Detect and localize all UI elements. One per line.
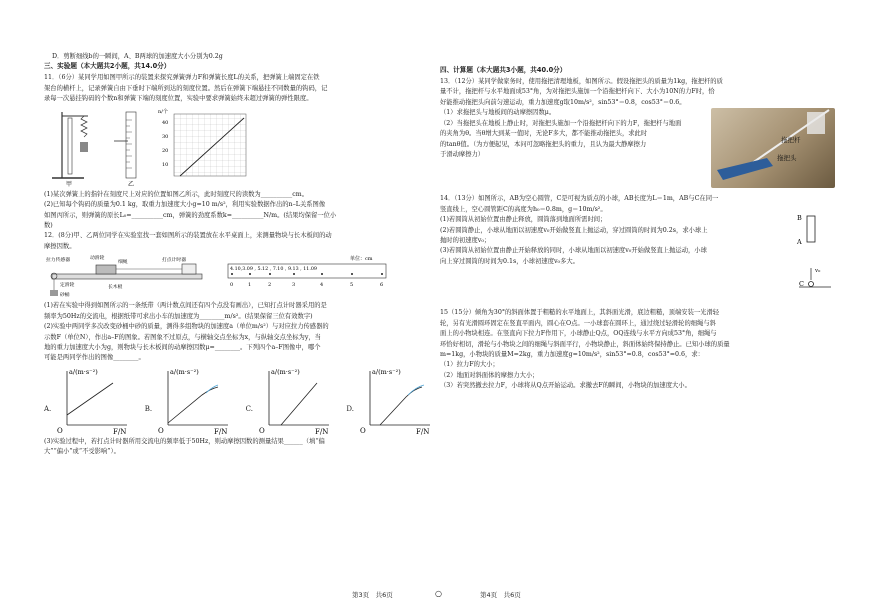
q14-part-2b: 抛时的初速度v₀； xyxy=(440,236,491,244)
section-4-title: 四、计算题（本大题共3小题，共40.0分） xyxy=(440,66,567,74)
q12-figures xyxy=(44,252,439,300)
paper-tape-figure xyxy=(222,252,392,300)
tape-pt-1: 1 xyxy=(248,282,252,289)
q14-part-1: (1)若圆筒从初始位置由静止释放，圆筒落到地面所需时间； xyxy=(440,216,607,224)
graph-axis-n: n/个 xyxy=(158,108,168,115)
spring-apparatus-figure xyxy=(44,106,104,188)
q13-part-2d: 于滑动摩擦力） xyxy=(440,150,485,158)
q11-part-2a: (2)已知每个钩码的质量为0.1 kg，取重力加速度大小g=10 m/s²，利用实验数据作出的n–L关系图像 xyxy=(44,201,326,209)
tick-20: 20 xyxy=(162,147,169,154)
q12-part-3b: 大”“偏小”或“不受影响”）。 xyxy=(44,448,120,456)
q14-line-1: 14．（13分）如图所示，AB为空心圆管，C是可视为质点的小球，AB长度为L＝1m，AB与C在同一 xyxy=(440,195,719,203)
svg-text:F/N: F/N xyxy=(214,427,228,435)
option-d-graph xyxy=(346,365,434,435)
label-C: C xyxy=(799,280,804,289)
mop-head-label: 拖把头 xyxy=(777,154,797,163)
tick-40: 40 xyxy=(162,119,169,126)
fig-jia-label: 甲 xyxy=(66,180,73,188)
svg-text:a/(m·s⁻²): a/(m·s⁻²) xyxy=(170,367,199,376)
q12-part-1b: 频率为50Hz的交流电，根据纸带可求出小车的加速度为________m/s²。(结果保留三位有效数字) xyxy=(44,312,313,320)
aF-option-graphs xyxy=(44,365,434,435)
svg-text:F/N: F/N xyxy=(314,427,329,435)
q14-part-2a: (2)若圆筒静止，小球从地面以初速度v₀开始做竖直上抛运动，穿过圆筒的时间为0.2s，求小球上 xyxy=(440,226,708,234)
q15-part-3: （3）若突然撤去拉力F，小球将从Q点开始运动。求撤去F的瞬间，小物块的加速度大小。 xyxy=(440,382,691,390)
footer-page-4: 第4页 共6页 xyxy=(480,591,521,599)
tube-ball-figure xyxy=(795,194,835,294)
svg-text:O: O xyxy=(57,426,64,435)
option-b-label: B. xyxy=(144,405,153,414)
q13-part-1: （1）求拖把头与地板间的动摩擦因数μ。 xyxy=(440,109,556,117)
q12-part-1a: (1)若在实验中得到如图所示的一条纸带（两计数点间还有四个点没有画出），已知打点计时器采用的是 xyxy=(44,302,327,310)
q13-part-2c: 的tanθ值。（为方便起见，本问可忽略拖把头的重力，且认为最大静摩擦力 xyxy=(440,140,647,148)
tape-pt-0: 0 xyxy=(230,282,234,289)
mop-photo xyxy=(711,108,835,188)
q12-line-1: 12．(8分)甲、乙两位同学在实验室找一套如图所示的装置放在水平桌面上，来测量物块与长木板间的动 xyxy=(44,232,332,240)
svg-text:F/N: F/N xyxy=(416,427,430,435)
label-board: 长木板 xyxy=(108,285,123,291)
q13-body xyxy=(440,108,835,188)
q11-part-2c: 数) xyxy=(44,221,53,229)
q11-part-1: (1)某次弹簧上的指针在刻度尺上对应的位置如图乙所示，此时刻度尺的读数为__________cm。 xyxy=(44,190,308,198)
q15-part-2: （2）地面对斜面体的摩擦力大小； xyxy=(440,371,539,379)
ruler-reading-figure xyxy=(110,106,150,188)
svg-text:a/(m·s⁻²): a/(m·s⁻²) xyxy=(270,367,300,376)
option-d-line: D．剪断细线b的一瞬间，A、B两球的加速度大小分别为0.2g xyxy=(52,53,223,60)
q14-body xyxy=(440,194,835,294)
q13-part-2a: （2）当拖把头在地板上静止时，对拖把头施加一个沿拖把杆向下的力F，拖把杆与地面 xyxy=(440,119,682,127)
mop-handle-label: 拖把杆 xyxy=(781,136,801,145)
footer-page-3: 第3页 共6页 xyxy=(352,591,393,599)
q12-part-2d: 可能是两同学作出的图像________。 xyxy=(44,354,145,362)
tape-unit: 单位：cm xyxy=(350,256,373,263)
svg-text:a/(m·s⁻²): a/(m·s⁻²) xyxy=(372,367,401,376)
label-A: A xyxy=(797,238,802,247)
svg-text:a/(m·s⁻²): a/(m·s⁻²) xyxy=(69,367,99,376)
label-rope: 细绳 xyxy=(118,260,128,266)
option-a-label: A. xyxy=(44,405,52,414)
q15-block xyxy=(440,308,835,391)
label-B: B xyxy=(797,214,802,223)
q14-part-3b: 向上穿过圆筒的时间为0.1s，小球初速度v₀多大。 xyxy=(440,257,579,265)
n-L-graph-figure xyxy=(156,106,252,188)
option-c-label: C. xyxy=(245,405,253,414)
q13-line-1: 13．（12分）某同学做家务时，使用拖把清理地板，如图所示。假设拖把头的质量为1kg，拖把杆的质 xyxy=(440,77,723,85)
label-bucket: 砂桶 xyxy=(60,293,70,299)
left-column xyxy=(44,52,439,458)
section-3-title: 三、实验题（本大题共2小题，共14.0分） xyxy=(44,62,171,71)
label-v0: v₀ xyxy=(815,268,821,275)
label-fixed-pulley: 定滑轮 xyxy=(60,283,75,289)
q11-line-3: 录每一次悬挂钩码的个数n和弹簧下端的刻度位置，实验中要求弹簧始终未超过弹簧的弹性限度。 xyxy=(44,95,313,103)
option-a-graph xyxy=(44,365,131,435)
binding-hole-icon: ○ xyxy=(435,589,442,598)
svg-text:O: O xyxy=(158,426,164,435)
q15-line-5: m=1kg，小物块的质量M=2kg，重力加速度g=10m/s²，sin53°=0.8，cos53°=0.6，求： xyxy=(440,350,704,358)
tape-pt-4: 4 xyxy=(320,282,324,289)
q11-line-1: 11．（6分）某同学用如图甲所示的装置来探究弹簧弹力F和弹簧长度L的关系，把弹簧上端固定在铁 xyxy=(44,74,320,82)
q12-part-3a: (3)实验过程中，若打点计时器所用交流电的频率低于50Hz，则动摩擦因数的测量结果______（填“偏 xyxy=(44,437,325,445)
tape-pt-6: 6 xyxy=(380,282,384,289)
label-timer: 打点计时器 xyxy=(162,258,186,264)
q14-line-2: 竖直线上，空心圆管距C的高度为h₀＝0.8m，g＝10m/s²。 xyxy=(440,205,607,213)
right-column xyxy=(440,52,835,392)
q11-figures xyxy=(44,106,439,188)
tick-30: 30 xyxy=(162,133,169,140)
q11-part-2b: 如图丙所示，则弹簧的原长L₀=__________cm，弹簧的劲度系数k=__________N/m。(结果均保留一位小 xyxy=(44,211,337,219)
q12-part-2c: 地的重力加速度大小为g，则物块与长木板间的动摩擦因数μ=________。下列四个a–F图像中，哪个 xyxy=(44,344,321,352)
tape-values: 4.10,3.09 , 5.12 , 7.10 , 9.13 , 11.09 xyxy=(230,267,317,273)
option-b-graph xyxy=(145,365,232,435)
svg-text:O: O xyxy=(360,426,366,435)
q15-part-1: （1）拉力F的大小； xyxy=(440,361,499,369)
svg-text:F/N: F/N xyxy=(113,427,127,435)
fig-yi-label: 乙 xyxy=(128,180,135,188)
q12-line-2: 摩擦因数。 xyxy=(44,242,76,250)
tape-pt-5: 5 xyxy=(350,282,354,289)
friction-apparatus-figure xyxy=(44,252,216,300)
q13-line-2: 量不计，拖把杆与水平地面成53°角，为对拖把头施加一个沿拖把杆向下、大小为10N的力F时，恰 xyxy=(440,88,715,96)
option-d-label: D. xyxy=(346,405,354,414)
tick-10: 10 xyxy=(162,161,169,168)
q13-line-3: 好能推动拖把头向前匀速运动，重力加速度g取10m/s²，sin53°＝0.8，cos53°＝0.6。 xyxy=(440,98,686,106)
q15-line-2: 轮，另有光滑圆环固定在竖直平面内，圆心在O点。一小球套在圆环上，通过绕过轻滑轮的细绳与斜 xyxy=(440,319,716,327)
option-c-graph xyxy=(246,365,333,435)
label-sensor: 拉力传感器 xyxy=(46,258,70,264)
label-pulley: 动滑轮 xyxy=(90,256,105,262)
q12-part-2b: 示数F（单位N），作出a–F的图象。若图象不过原点，与横轴交点坐标为x，与纵轴交点坐标为y，当 xyxy=(44,333,321,341)
tape-pt-3: 3 xyxy=(292,282,296,289)
q15-line-3: 面上的小物块相连。在竖直向下拉力F作用下，小球静止Q点，OQ连线与水平方向成53°角，细绳与 xyxy=(440,330,717,338)
q11-line-2: 架台的横杆上，记录弹簧自由下垂时下端所到达的刻度位置。然后在弹簧下端悬挂不同数量的钩码，记 xyxy=(44,84,328,92)
tape-pt-2: 2 xyxy=(268,282,272,289)
q13-part-2b: 的夹角为θ。当θ增大到某一值时，无论F多大，都不能推动拖把头，求此时 xyxy=(440,130,648,138)
svg-text:O: O xyxy=(258,426,265,435)
q12-part-2a: (2)实验中两同学多次改变砂桶中砂的质量，测得多组物块的加速度a（单位m/s²）与对应拉力传感器的 xyxy=(44,323,329,331)
q14-part-3a: (3)若圆筒从初始位置由静止开始释放的同时，小球从地面以初速度v₀开始做竖直上抛运动，小球 xyxy=(440,247,707,255)
q15-line-4: 环恰好相切，滑轮与小物块之间的细绳与斜面平行，小物块静止，斜面体始终保持静止。已知小球的质量 xyxy=(440,340,730,348)
q15-line-1: 15（15分）倾角为30°的斜面体置于粗糙的水平地面上，其斜面光滑，底边粗糙，顶端安装一光滑轻 xyxy=(440,309,720,317)
